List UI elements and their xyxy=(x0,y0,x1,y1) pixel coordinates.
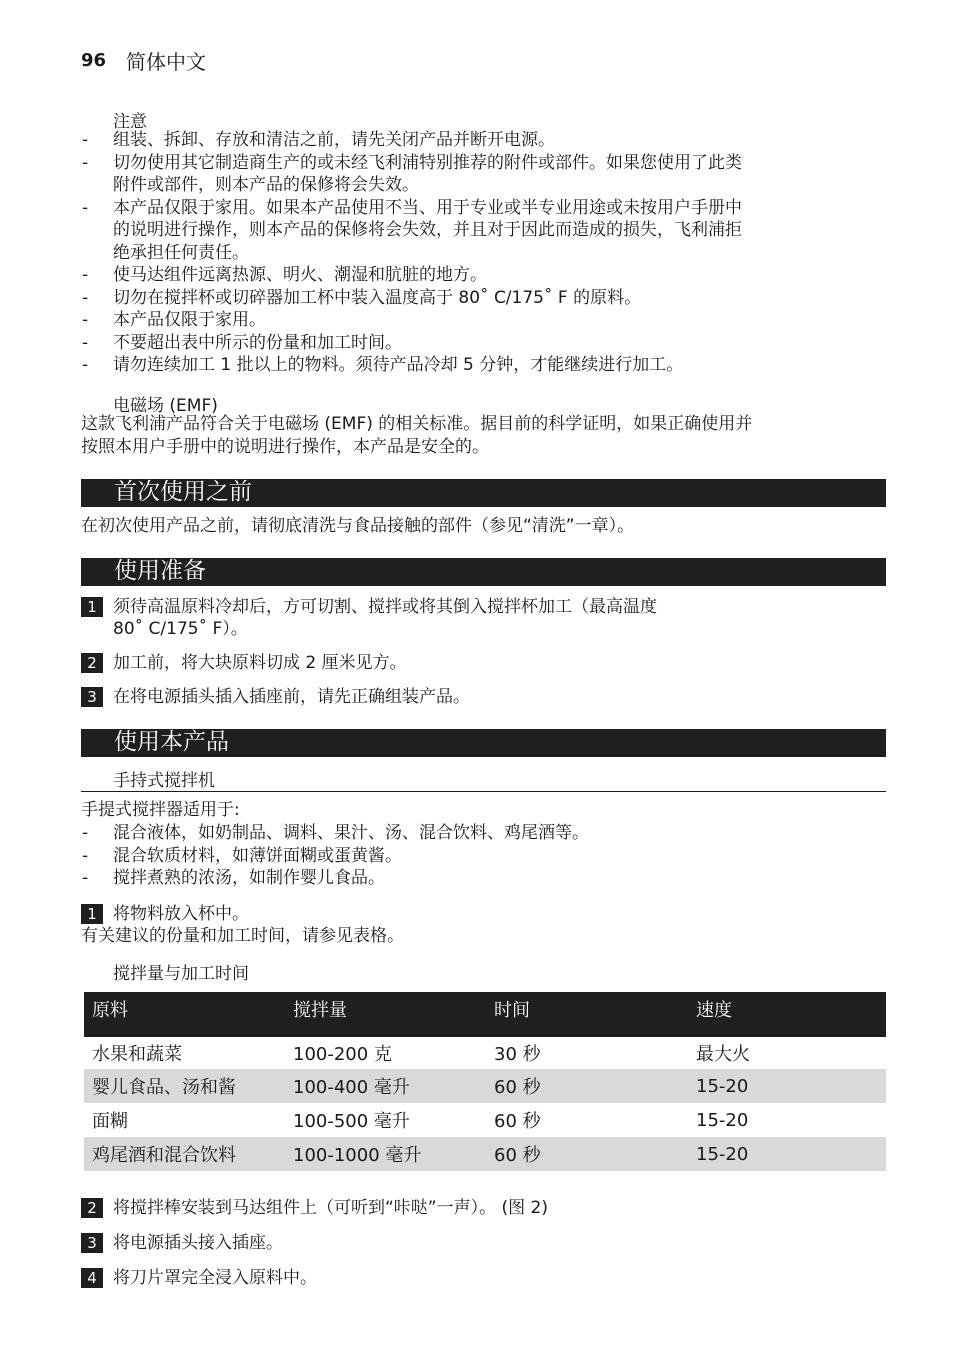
table-cell: 最大火 xyxy=(696,1044,750,1065)
table-cell: 鸡尾酒和混合饮料 xyxy=(84,1137,285,1171)
table-cell: 婴儿食品、汤和酱 xyxy=(84,1069,285,1103)
list-item xyxy=(82,264,888,287)
step-note: 有关建议的份量和加工时间，请参见表格。 xyxy=(81,926,404,946)
list-item-text: 切勿在搅拌杯或切碎器加工杯中装入温度高于 80˚ C/175˚ F 的原料。 xyxy=(113,287,642,308)
table-header-row xyxy=(84,992,886,1037)
step-number: 1 xyxy=(81,597,103,617)
table-cell: 100-200 克 xyxy=(293,1044,392,1065)
table-cell: 30 秒 xyxy=(494,1044,541,1065)
section-heading-preparing xyxy=(81,558,886,586)
hand-blender-subheading: 手持式搅拌机 xyxy=(113,771,215,791)
column-header: 速度 xyxy=(688,992,886,1037)
language-label: 简体中文 xyxy=(126,50,206,74)
table-cell: 60 秒 xyxy=(486,1069,688,1103)
caution-title: 注意 xyxy=(113,112,147,132)
step-item xyxy=(81,686,881,708)
step-number: 2 xyxy=(81,1198,103,1218)
table-row xyxy=(84,1103,886,1137)
section-heading-before-first-use xyxy=(81,479,886,507)
step-item xyxy=(81,1232,881,1254)
bullet-dash: - xyxy=(82,310,89,330)
list-item xyxy=(82,822,883,845)
list-item xyxy=(82,129,888,152)
emf-text: 这款飞利浦产品符合关于电磁场 (EMF) 的相关标准。据目前的科学证明，如果正确使用并 按照本用户手册中的说明进行操作，本产品是安全的。 xyxy=(81,414,753,457)
table-row xyxy=(84,1069,886,1103)
step-text: 须待高温原料冷却后，方可切割、搅拌或将其倒入搅拌杯加工（最高温度 80˚ C/175˚ F）。 xyxy=(113,597,657,639)
table-cell: 60 秒 xyxy=(494,1111,541,1132)
list-item-text: 使马达组件远离热源、明火、潮湿和肮脏的地方。 xyxy=(113,265,487,285)
bullet-dash: - xyxy=(82,287,89,308)
section-heading-text: 首次使用之前 xyxy=(114,479,252,505)
section-heading-text: 使用准备 xyxy=(114,558,206,584)
list-item xyxy=(82,287,888,310)
list-item-text: 本产品仅限于家用。如果本产品使用不当、用于专业或半专业用途或未按用户手册中 的说明进行操作，则本产品的保修将会失效，并且对于因此而造成的损失，飞利浦拒 绝承担任何责任。 xyxy=(113,197,742,263)
subheading-rule xyxy=(81,791,886,792)
quantities-table xyxy=(84,992,886,1171)
list-item xyxy=(82,152,888,197)
step-number: 3 xyxy=(81,687,103,707)
bullet-dash: - xyxy=(82,355,89,375)
list-item xyxy=(82,197,888,265)
table-cell: 15-20 xyxy=(688,1069,886,1103)
step-text: 将刀片罩完全浸入原料中。 xyxy=(113,1268,317,1288)
list-item xyxy=(82,309,888,332)
list-item-text: 混合软质材料，如薄饼面糊或蛋黄酱。 xyxy=(113,845,402,866)
bullet-dash: - xyxy=(82,845,89,866)
list-item-text: 混合液体，如奶制品、调料、果汁、汤、混合饮料、鸡尾酒等。 xyxy=(113,823,589,843)
table-cell: 100-500 毫升 xyxy=(293,1111,410,1132)
step-text: 在将电源插头插入插座前，请先正确组装产品。 xyxy=(113,687,470,707)
section-heading-text: 使用本产品 xyxy=(114,729,229,755)
table-row xyxy=(84,1037,886,1069)
caution-list xyxy=(82,129,888,377)
step-item xyxy=(81,1197,881,1219)
list-item xyxy=(82,354,888,377)
list-item xyxy=(82,332,888,355)
list-item xyxy=(82,867,883,890)
step-number: 1 xyxy=(81,904,103,924)
using-intro: 手提式搅拌器适用于: xyxy=(81,800,240,820)
column-header: 原料 xyxy=(84,992,285,1037)
table-cell: 15-20 xyxy=(688,1137,886,1171)
step-number: 2 xyxy=(81,653,103,673)
before-first-use-text: 在初次使用产品之前，请彻底清洗与食品接触的部件（参见“清洗”一章）。 xyxy=(81,516,635,536)
bullet-dash: - xyxy=(82,823,89,843)
uses-list xyxy=(82,822,883,890)
step-item xyxy=(81,903,881,925)
column-header: 搅拌量 xyxy=(285,992,486,1037)
list-item-text: 搅拌煮熟的浓汤，如制作婴儿食品。 xyxy=(113,868,385,888)
list-item-text: 组装、拆卸、存放和清洁之前，请先关闭产品并断开电源。 xyxy=(113,130,555,150)
step-number: 3 xyxy=(81,1233,103,1253)
step-item xyxy=(81,596,881,642)
table-title: 搅拌量与加工时间 xyxy=(113,964,249,984)
step-text: 加工前，将大块原料切成 2 厘米见方。 xyxy=(113,653,407,673)
bullet-dash: - xyxy=(82,332,89,353)
table-cell: 15-20 xyxy=(696,1109,749,1131)
table-cell: 100-400 毫升 xyxy=(285,1069,486,1103)
step-text: 将电源插头接入插座。 xyxy=(113,1233,283,1253)
bullet-dash: - xyxy=(82,197,89,218)
list-item-text: 切勿使用其它制造商生产的或未经飞利浦特别推荐的附件或部件。如果您使用了此类 附件或部件，则本产品的保修将会失效。 xyxy=(113,152,742,195)
step-text: 将物料放入杯中。 xyxy=(113,904,249,924)
bullet-dash: - xyxy=(82,152,89,173)
table-cell: 面糊 xyxy=(92,1111,128,1132)
section-heading-using xyxy=(81,729,886,757)
step-text: 将搅拌棒安装到马达组件上（可听到“咔哒”一声）。 (图 2) xyxy=(113,1198,549,1218)
table-cell: 100-1000 毫升 xyxy=(285,1137,486,1171)
table-row xyxy=(84,1137,886,1171)
list-item xyxy=(82,845,883,868)
bullet-dash: - xyxy=(82,265,89,285)
bullet-dash: - xyxy=(82,130,89,150)
step-item xyxy=(81,652,881,674)
list-item-text: 不要超出表中所示的份量和加工时间。 xyxy=(113,332,402,353)
emf-title: 电磁场 (EMF) xyxy=(113,396,218,416)
list-item-text: 请勿连续加工 1 批以上的物料。须待产品冷却 5 分钟，才能继续进行加工。 xyxy=(113,355,684,375)
step-number: 4 xyxy=(81,1268,103,1288)
column-header: 时间 xyxy=(486,992,688,1037)
table-cell: 60 秒 xyxy=(486,1137,688,1171)
bullet-dash: - xyxy=(82,868,89,888)
list-item-text: 本产品仅限于家用。 xyxy=(113,310,266,330)
table-cell: 水果和蔬菜 xyxy=(92,1044,182,1065)
page-number: 96 xyxy=(81,50,107,71)
step-item xyxy=(81,1267,881,1289)
